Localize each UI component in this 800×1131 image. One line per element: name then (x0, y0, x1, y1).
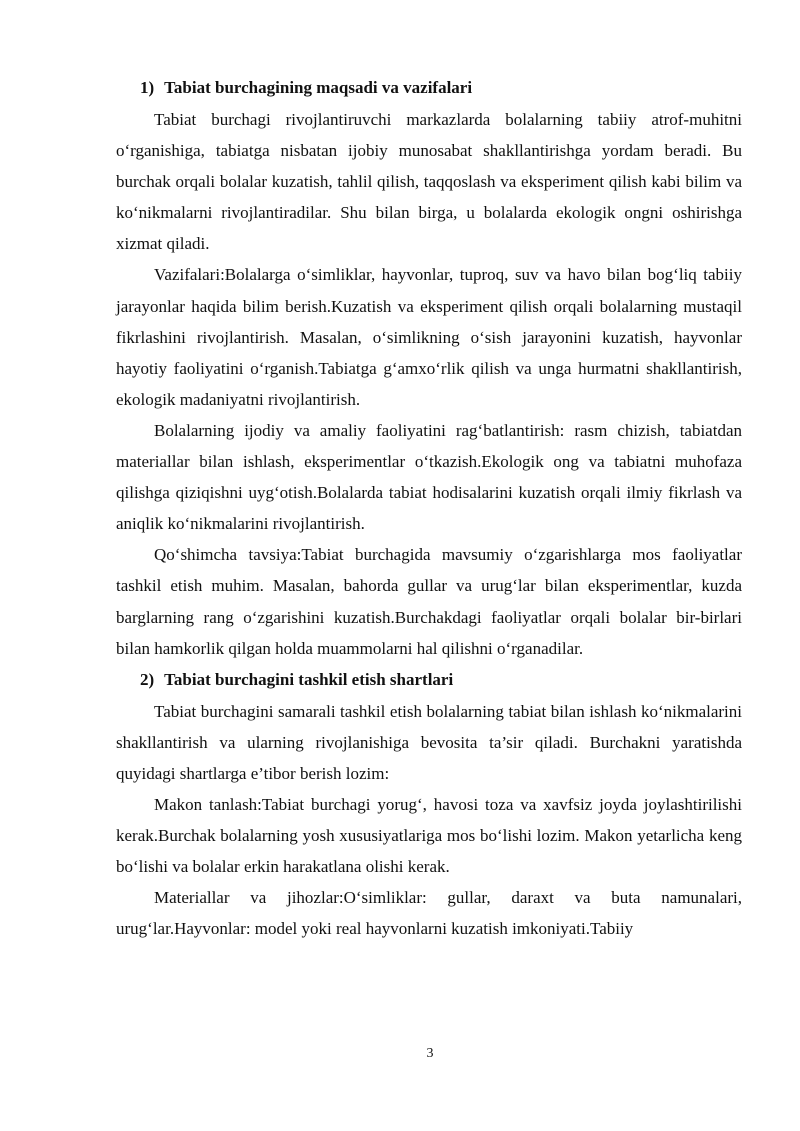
section-2-paragraph: Tabiat burchagini samarali tashkil etish bolalarning tabiat bilan ishlash ko‘nikmalarini shakllantirish va ularning rivojlanishiga bevosita ta’sir qiladi. Burchakni yaratishda quyidagi shartlarga e’tibor berish lozim: (116, 701, 742, 783)
section-1-number: 1) (140, 78, 155, 97)
section-1-paragraph: Qo‘shimcha tavsiya:Tabiat burchagida mavsumiy o‘zgarishlarga mos faoliyatlar tashkil etish muhim. Masalan, bahorda gullar va urug‘lar bilan eksperimentlar, kuzda barglarning rang o‘zgarishini kuzatish.Burchakdagi faoliyatlar orqali bolalar bir-birlari bilan hamkorlik qilgan holda muammolarni hal qilishni o‘rganadilar. (116, 545, 742, 658)
section-2-heading (140, 664, 742, 696)
section-2-number: 2) (140, 669, 155, 689)
section-1-heading (140, 72, 742, 104)
section-1-paragraph: Vazifalari:Bolalarga o‘simliklar, hayvonlar, tuproq, suv va havo bilan bog‘liq tabiiy jarayonlar haqida bilim berish.Kuzatish va eksperiment qilish orqali bolalarning mustaqil fikrlashini rivojlantirish. Masalan, o‘simlikning o‘sish jarayonini kuzatish, hayvonlar hayotiy faoliyatini o‘rganish.Tabiatga g‘amxo‘rlik qilish va unga hurmatni shakllantirish, ekologik madaniyatni rivojlantirish. (116, 265, 742, 409)
section-1-title: Tabiat burchagining maqsadi va vazifalari (164, 78, 473, 97)
page-number: 3 (426, 1046, 434, 1061)
section-2-title: Tabiat burchagini tashkil etish shartlari (164, 669, 454, 689)
section-1-paragraph: Tabiat burchagi rivojlantiruvchi markazlarda bolalarning tabiiy atrof-muhitni o‘rganishiga, tabiatga nisbatan ijobiy munosabat shakllantirishga yordam beradi. Bu burchak orqali bolalar kuzatish, tahlil qilish, taqqoslash va eksperiment qilish kabi bilim va ko‘nikmalarni rivojlantiradilar. Shu bilan birga, u bolalarda ekologik ongni oshirishga xizmat qiladi. (116, 110, 742, 254)
document-page (116, 72, 742, 944)
section-2-paragraph: Makon tanlash:Tabiat burchagi yorug‘, havosi toza va xavfsiz joyda joylashtirilishi kerak.Burchak bolalarning yosh xususiyatlariga mos bo‘lishi lozim. Makon yetarlicha keng bo‘lishi va bolalar erkin harakatlana olishi kerak. (116, 794, 742, 877)
section-1-paragraph: Bolalarning ijodiy va amaliy faoliyatini rag‘batlantirish: rasm chizish, tabiatdan materiallar bilan ishlash, eksperimentlar o‘tkazish.Ekologik ong va tabiatni muhofaza qilishga qiziqishni uyg‘otish.Bolalarda tabiat hodisalarini kuzatish orqali ilmiy fikrlash va aniqlik ko‘nikmalarini rivojlantirish. (116, 420, 742, 534)
section-2-paragraph: Materiallar va jihozlar:O‘simliklar: gullar, daraxt va buta namunalari, urug‘lar.Hayvonlar: model yoki real hayvonlarni kuzatish imkoniyati.Tabiiy (116, 888, 742, 939)
